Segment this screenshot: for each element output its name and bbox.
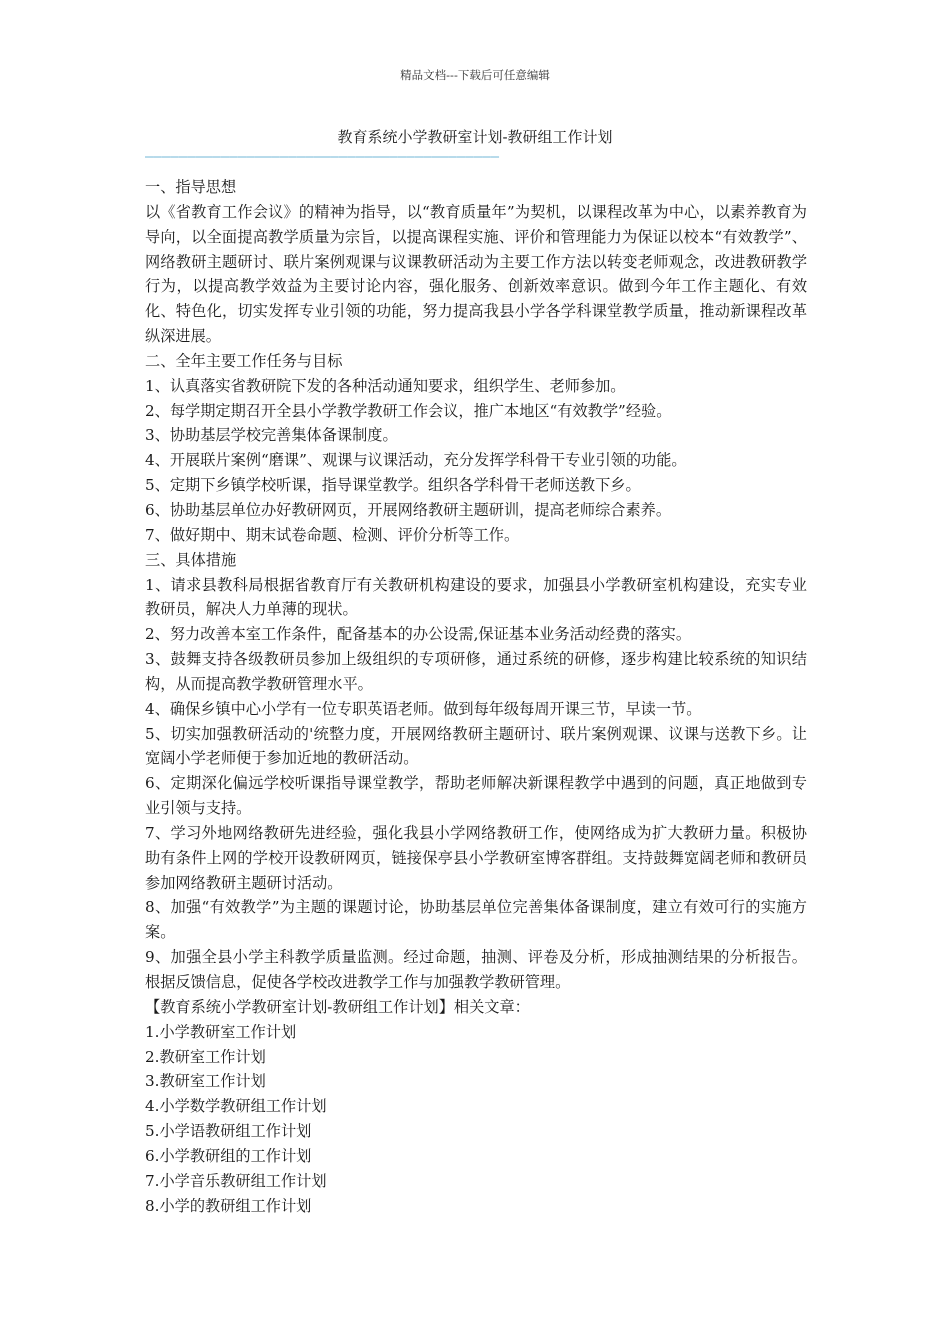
paragraph: 2、努力改善本室工作条件，配备基本的办公设需,保证基本业务活动经费的落实。 <box>145 625 692 644</box>
section-heading-tasks-goals: 二、全年主要工作任务与目标 <box>145 351 343 370</box>
paragraph: 5、切实加强教研活动的'统整力度，开展网络教研主题研讨、联片案例观课、议课与送教下乡。让宽阔小学老师便于参加近地的教研活动。 <box>145 724 807 768</box>
title-divider: —————————————————————————————————————————— <box>145 149 500 165</box>
document-title: 教育系统小学教研室计划-教研组工作计划 <box>337 128 613 146</box>
paragraph: 8、加强“有效教学”为主题的课题讨论，协助基层单位完善集体备课制度，建立有效可行的实施方案。 <box>145 898 807 942</box>
header-note: 精品文档---下载后可任意编辑 <box>400 68 550 82</box>
related-article-link[interactable]: 5.小学语教研组工作计划 <box>145 1122 312 1141</box>
paragraph: 2、每学期定期召开全县小学教学教研工作会议，推广本地区“有效教学”经验。 <box>145 401 672 420</box>
paragraph: 6、定期深化偏远学校听课指导课堂教学，帮助老师解决新课程教学中遇到的问题，真正地做到专业引领与支持。 <box>145 774 807 818</box>
related-article-link[interactable]: 2.教研室工作计划 <box>145 1047 266 1066</box>
paragraph: 9、加强全县小学主科教学质量监测。经过命题，抽测、评卷及分析，形成抽测结果的分析报告。根据反馈信息，促使各学校改进教学工作与加强教学教研管理。 <box>145 948 807 991</box>
related-article-link[interactable]: 4.小学数学教研组工作计划 <box>145 1097 327 1116</box>
related-article-link[interactable]: 3.教研室工作计划 <box>145 1072 266 1091</box>
paragraph: 4、确保乡镇中心小学有一位专职英语老师。做到每年级每周开课三节，早读一节。 <box>145 699 702 718</box>
paragraph: 6、协助基层单位办好教研网页，开展网络教研主题研训，提高老师综合素养。 <box>145 500 672 519</box>
related-article-link[interactable]: 1.小学教研室工作计划 <box>145 1022 297 1041</box>
related-articles-list <box>145 1020 807 1219</box>
paragraph: 3、鼓舞支持各级教研员参加上级组织的专项研修，通过系统的研修，逐步构建比较系统的知识结构，从而提高教学教研管理水平。 <box>145 650 807 693</box>
paragraph: 4、开展联片案例“磨课”、观课与议课活动，充分发挥学科骨干专业引领的功能。 <box>145 451 687 470</box>
related-article-link[interactable]: 8.小学的教研组工作计划 <box>145 1196 312 1215</box>
related-article-link[interactable]: 6.小学教研组的工作计划 <box>145 1146 312 1165</box>
paragraph: 以《省教育工作会议》的精神为指导，以“教育质量年”为契机，以课程改革为中心，以素养教育为导向，以全面提高教学质量为宗旨，以提高课程实施、评价和管理能力为保证以校本“有效教学”、网络教研主题研讨、联片案例观课与议课教研活动为主要工作方法以转变老师观念，改进教研教学行为，以提高教学效益为主要讨论内容，强化服务、创新效率意识。做到今年工作主题化、有效化、特色化，切实发挥专业引领的功能，努力提高我县小学各学科课堂教学质量，推动新课程改革纵深进展。 <box>145 202 807 346</box>
paragraph: 5、定期下乡镇学校听课，指导课堂教学。组织各学科骨干老师送教下乡。 <box>145 476 641 495</box>
paragraph: 3、协助基层学校完善集体备课制度。 <box>145 426 398 445</box>
section-heading-guiding-thought: 一、指导思想 <box>145 178 237 196</box>
document-body <box>145 175 807 1218</box>
paragraph: 7、做好期中、期末试卷命题、检测、评价分析等工作。 <box>145 525 520 544</box>
related-articles-heading: 【教育系统小学教研室计划-教研组工作计划】相关文章： <box>145 997 530 1016</box>
section-heading-measures: 三、具体措施 <box>145 550 237 569</box>
paragraph: 7、学习外地网络教研先进经验，强化我县小学网络教研工作，使网络成为扩大教研力量。积极协助有条件上网的学校开设教研网页，链接保亭县小学教研室博客群组。支持鼓舞宽阔老师和教研员参加网络教研主题研讨活动。 <box>145 823 807 892</box>
related-article-link[interactable]: 7.小学音乐教研组工作计划 <box>145 1171 327 1190</box>
paragraph: 1、请求县教科局根据省教育厅有关教研机构建设的要求，加强县小学教研室机构建设，充实专业教研员，解决人力单薄的现状。 <box>145 575 807 619</box>
paragraph: 1、认真落实省教研院下发的各种活动通知要求，组织学生、老师参加。 <box>145 376 626 395</box>
